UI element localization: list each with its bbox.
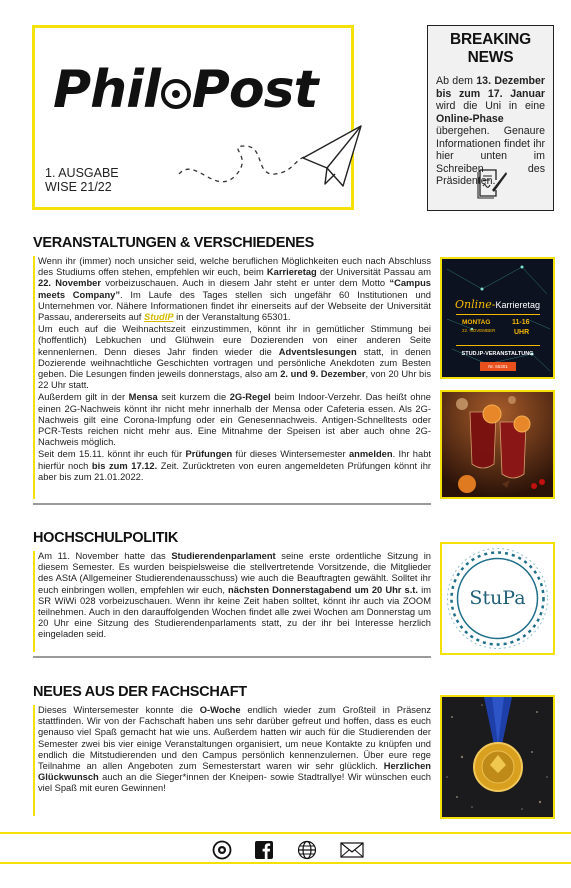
karrieretag-event: STUD.IP-VERANSTALTUNG	[461, 351, 534, 357]
gluehwein-image	[440, 390, 555, 499]
facebook-icon[interactable]	[254, 840, 274, 860]
section-title-politics: HOCHSCHULPOLITIK	[33, 530, 179, 546]
logo-part1: Phil	[53, 60, 160, 120]
paragraph-stupa: Am 11. November hatte das Studierendenparlament seine erste ordentliche Sitzung in diesem Semester. Es wurden beispielsweise die stellvertretende Vorsitzende, die Mitglieder des AStA (Allgemeiner Studierendenausschuss) wie auch die Beauftragten gewählt. Solltet ihr euch einbringen wollen, empfehlen wir euch, nächsten Donnerstagabend um 20 Uhr s.t. im SR WiWi 028 vorbeizuschauen. Wenn ihr keine Zeit haben solltet, könnt ihr auch via ZOOM teilnehmen. Auch in den darauffolgenden Wochen findet alle zwei Wochen am Donnerstag um 20 Uhr eine Sitzung des Studierendenparlaments statt, zu der ihr bei Interesse herzlich eingeladen seid.	[38, 551, 431, 640]
paragraph-owoche: Dieses Wintersemester konnte die O-Woche endlich wieder zum Großteil in Präsenz stattfinden. Wir von der Fachschaft haben uns sehr darüber gefreut und hoffen, dass es euch genauso viel Spaß gemacht hat wie uns. Außerdem hatten wir auch für die Studierenden der Semester zwei bis vier einige Veranstaltungen organisiert, um neue Kontakte zu knüpfen und endlich die Mitstudierenden und den Campus persönlich kennenzulernen. Über eure rege Teilnahme an allen Angeboten zum Semesterstart waren wir sehr glücklich. Herzlichen Glückwunsch auch an die Sieger*innen der Kneipen- sowie Stadtrallye! Wir wünschen euch viel Spaß mit euren Gewinnen!	[38, 705, 432, 794]
section-divider	[33, 503, 431, 505]
document-signature-icon	[472, 166, 508, 202]
logo	[53, 60, 317, 120]
section-title-fachschaft: NEUES AUS DER FACHSCHAFT	[33, 684, 247, 700]
section-body-fachschaft	[33, 705, 431, 816]
paragraph-karrieretag: Wenn ihr (immer) noch unsicher seid, welche beruflichen Möglichkeiten euch nach Abschluss des Studiums offen stehen, empfehlen wir euch, beim Karrieretag der Universität Passau am 22. November vorbeizuschauen. Auch in diesem Jahr steht er unter dem Motto “Campus meets Company”. Im Laufe des Tages stellen sich ungefähr 60 Institutionen und Unternehmen vor. Nähere Informationen findet ihr einerseits auf der Webseite der Universität Passau, andererseits auf StudIP in der Veranstaltung 65301.	[38, 256, 431, 323]
gold-medal-illustration	[442, 697, 553, 817]
paper-plane-icon	[175, 116, 365, 206]
breaking-news-box	[427, 25, 554, 211]
issue-info	[45, 166, 119, 194]
section-divider	[33, 656, 431, 658]
karrieretag-image	[440, 257, 555, 379]
breaking-news-title: BREAKING NEWS	[449, 31, 532, 66]
karrieretag-number: Nr. 65301	[480, 362, 516, 371]
instagram-icon[interactable]	[212, 840, 232, 860]
issue-semester: WISE 21/22	[45, 180, 112, 194]
issue-number: 1. AUSGABE	[45, 166, 119, 180]
karrieretag-title: Online-Karrieretag	[455, 298, 540, 311]
paragraph-mensa: Außerdem gilt in der Mensa seit kurzem die 2G-Regel beim Indoor-Verzehr. Das heißt ohne einen 2G-Nachweis könnt ihr nicht mehr innerhalb der Mensa oder Cafeteria essen. Als 2G-Nachweis gilt eine Corona-Impfung oder ein Genesennachweis. Antigen-Schnelltests oder PCR-Tests reichen nicht mehr aus. Eine Mitnahme der Speisen ist aber auch ohne 2G-Nachweis möglich.	[38, 392, 431, 448]
footer-bottom-border	[0, 862, 571, 864]
studip-link[interactable]: StudIP	[143, 312, 174, 323]
stupa-text: StuPa	[469, 587, 526, 609]
globe-icon[interactable]	[297, 840, 317, 860]
paragraph-adventslesungen: Um euch auf die Weihnachtszeit einzustimmen, könnt ihr in gemütlicher Stimmung bei (hoffentlich) Lebkuchen und Glühwein eure Dozierenden von einer anderen Seite kennenlernen. Denn dieses Jahr finden wieder die Adventslesungen statt, in denen Dozierende weihnachtliche Geschichten vortragen und persönliche Anekdoten zum Besten geben. Die Lesungen finden jeweils donnerstags, also am 2. und 9. Dezember, von 20 Uhr bis 22 Uhr statt.	[38, 324, 431, 391]
mulled-wine-illustration	[442, 392, 553, 497]
section-body-events	[33, 256, 431, 499]
mail-icon[interactable]	[340, 840, 364, 860]
section-body-politics	[33, 551, 431, 652]
stupa-logo-image	[440, 542, 555, 655]
masthead	[32, 25, 354, 210]
paragraph-pruefungen: Seit dem 15.11. könnt ihr euch für Prüfungen für dieses Wintersemester anmelden. Ihr habt hierfür noch bis zum 17.12. Zeit. Zurücktreten von euren angemeldeten Prüfungen könnt ihr aber bis zum 21.01.2022.	[38, 449, 432, 482]
breaking-news-text: Ab dem 13. Dezember bis zum 17. Januar wird die Uni in eine Online-Phase übergehen. Genaure Informationen findet ihr hier unten im Schreiben des Präsidenten.	[436, 75, 545, 187]
footer	[0, 834, 571, 862]
logo-o-dot	[161, 79, 191, 109]
section-title-events: VERANSTALTUNGEN & VERSCHIEDENES	[33, 235, 314, 251]
logo-part2: Post	[191, 60, 318, 120]
karrieretag-date: MONTAG 22. NOVEMBER 11-16 UHR	[456, 314, 540, 346]
medal-image	[440, 695, 555, 819]
